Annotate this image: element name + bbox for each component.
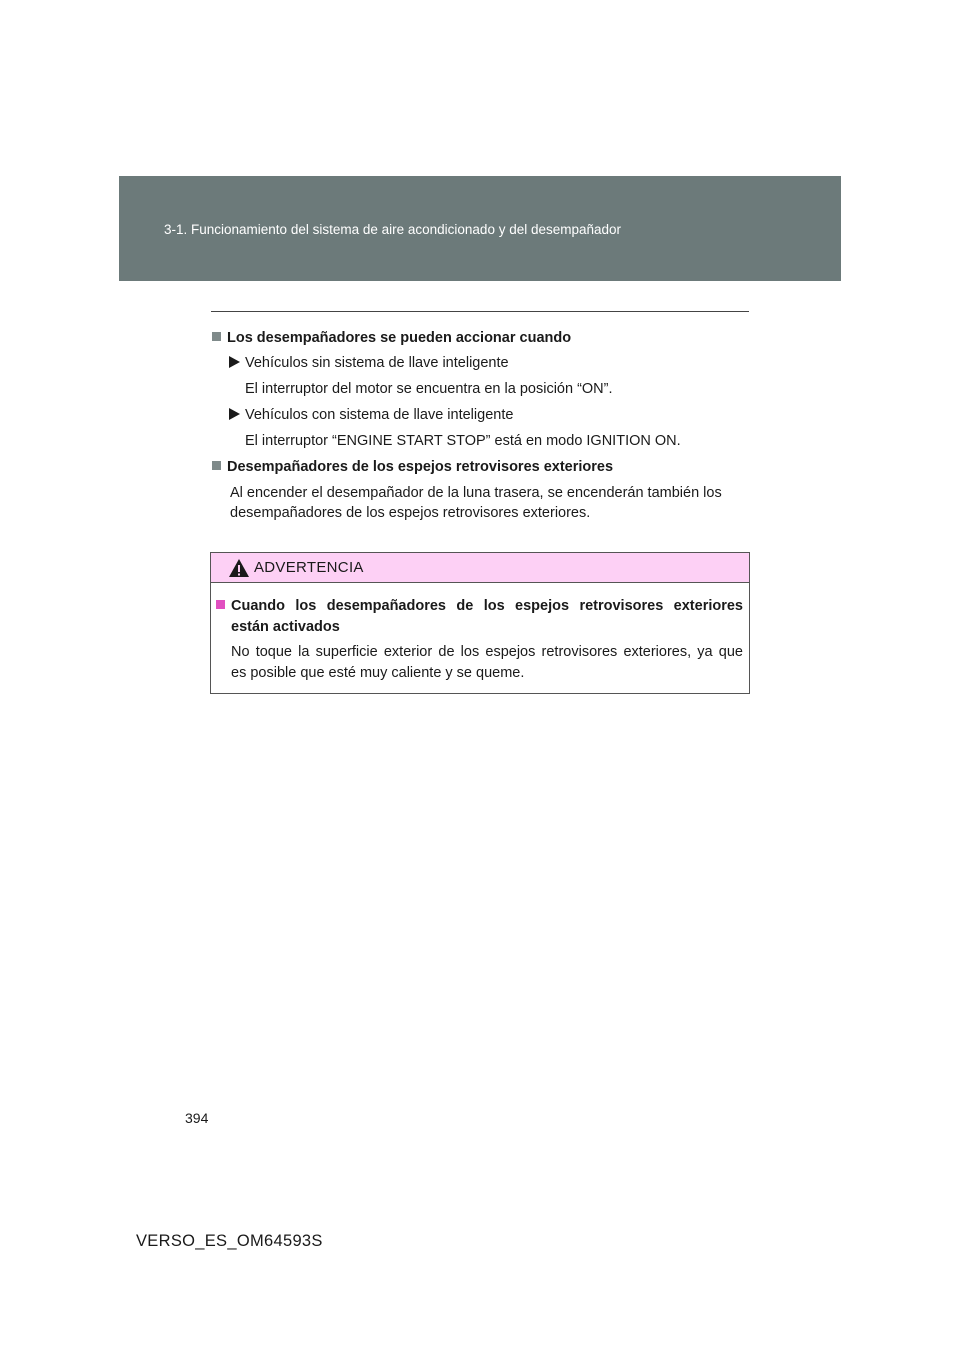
warning-label: ADVERTENCIA: [254, 559, 364, 576]
square-bullet-icon: [212, 461, 221, 470]
list-item-text: El interruptor del motor se encuentra en la posición “ON”.: [245, 381, 613, 397]
warning-content: [216, 596, 743, 684]
warning-box: [210, 552, 750, 694]
paragraph-line: Al encender el desempañador de la luna trasera, se encenderán también los: [230, 485, 722, 501]
warning-triangle-icon: [228, 558, 250, 578]
list-item-label: Vehículos con sistema de llave inteligente: [229, 405, 513, 426]
page-number: 394: [185, 1110, 209, 1126]
section-header-bar: [119, 176, 841, 281]
section-heading: Desempañadores de los espejos retrovisores exteriores: [212, 457, 613, 478]
paragraph-line: desempañadores de los espejos retrovisores exteriores.: [230, 505, 591, 521]
warning-text: No toque la superficie exterior de los espejos retrovisores exteriores, ya que: [231, 644, 743, 660]
divider: [211, 311, 749, 312]
list-item-text: El interruptor “ENGINE START STOP” está en modo IGNITION ON.: [245, 433, 681, 449]
section-heading: Los desempañadores se pueden accionar cuando: [212, 328, 571, 349]
warning-heading: Cuando los desempañadores de los espejos retrovisores exteriores: [216, 596, 743, 617]
list-item-label: Vehículos sin sistema de llave inteligente: [229, 353, 509, 374]
section-title: 3-1. Funcionamiento del sistema de aire acondicionado y del desempañador: [164, 222, 622, 237]
square-bullet-icon: [216, 600, 225, 609]
document-code: VERSO_ES_OM64593S: [136, 1232, 323, 1250]
warning-text: es posible que esté muy caliente y se queme.: [231, 665, 525, 681]
warning-header: [211, 553, 749, 583]
triangle-arrow-icon: [229, 356, 240, 368]
warning-heading: están activados: [231, 619, 340, 635]
triangle-arrow-icon: [229, 408, 240, 420]
square-bullet-icon: [212, 332, 221, 341]
